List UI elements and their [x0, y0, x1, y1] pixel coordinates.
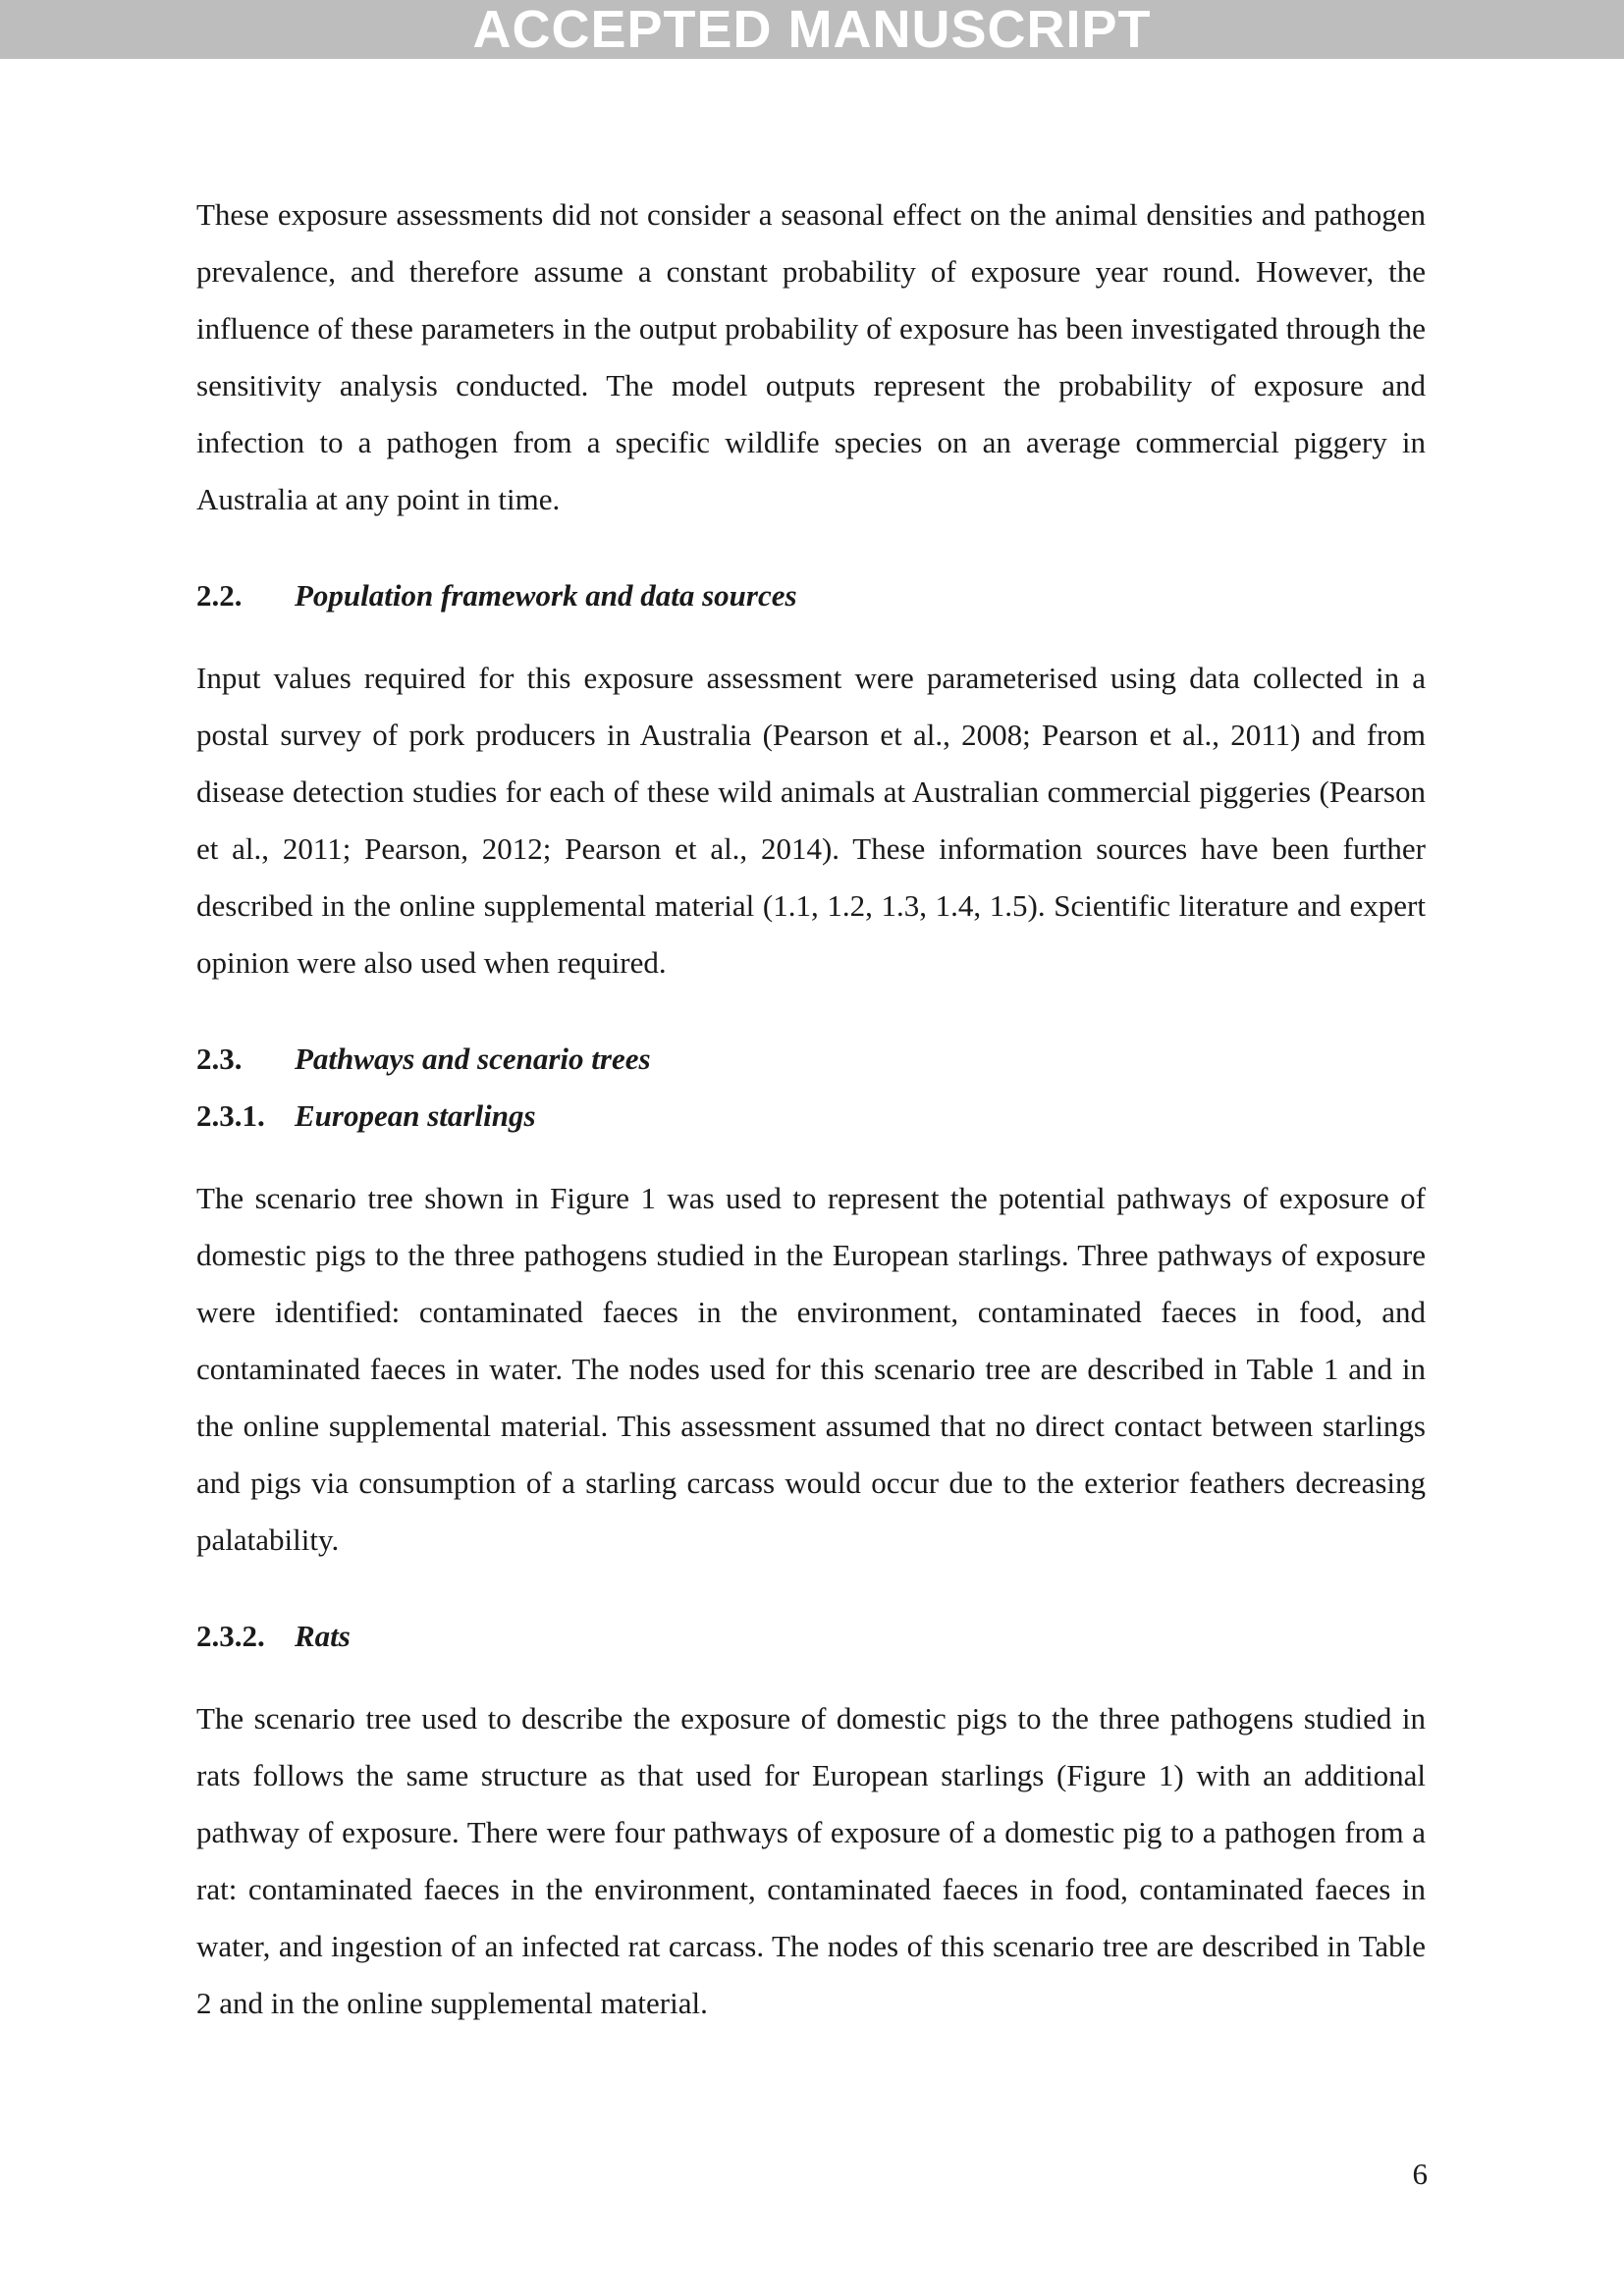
banner-text: ACCEPTED MANUSCRIPT	[472, 0, 1152, 59]
section-heading-2-3-2	[196, 1608, 1426, 1665]
page-content	[196, 187, 1426, 2032]
section-number: 2.3.	[196, 1041, 243, 1076]
section-heading-2-3	[196, 1031, 1426, 1088]
paragraph-exposure-assumptions: These exposure assessments did not consider a seasonal effect on the animal densities and pathogen prevalence, and therefore assume a constant probability of exposure year round. However, the influence of these parameters in the output probability of exposure has been investigated through the sensitivity analysis conducted. The model outputs represent the probability of exposure and infection to a pathogen from a specific wildlife species on an average commercial piggery in Australia at any point in time.	[196, 197, 1426, 516]
accepted-manuscript-banner	[0, 0, 1624, 59]
section-title: European starlings	[295, 1098, 536, 1133]
section-title: Rats	[295, 1619, 351, 1653]
section-title: Pathways and scenario trees	[295, 1041, 651, 1076]
paragraph-rats: The scenario tree used to describe the exposure of domestic pigs to the three pathogens studied in rats follows the same structure as that used for European starlings (Figure 1) with an additional pathway of exposure. There were four pathways of exposure of a domestic pig to a pathogen from a rat: contaminated faeces in the environment, contaminated faeces in food, contaminated faeces in water, and ingestion of an infected rat carcass. The nodes of this scenario tree are described in Table 2 and in the online supplemental material.	[196, 1701, 1426, 2020]
page-number: 6	[1412, 2157, 1428, 2191]
paragraph-starlings: The scenario tree shown in Figure 1 was used to represent the potential pathways of exposure of domestic pigs to the three pathogens studied in the European starlings. Three pathways of exposure were identified: contaminated faeces in the environment, contaminated faeces in food, and contaminated faeces in water. The nodes used for this scenario tree are described in Table 1 and in the online supplemental material. This assessment assumed that no direct contact between starlings and pigs via consumption of a starling carcass would occur due to the exterior feathers decreasing palatability.	[196, 1181, 1426, 1557]
section-heading-2-3-1	[196, 1088, 1426, 1145]
paragraph-data-sources: Input values required for this exposure assessment were parameterised using data collected in a postal survey of pork producers in Australia (Pearson et al., 2008; Pearson et al., 2011) and from disease detection studies for each of these wild animals at Australian commercial piggeries (Pearson et al., 2011; Pearson, 2012; Pearson et al., 2014). These information sources have been further described in the online supplemental material (1.1, 1.2, 1.3, 1.4, 1.5). Scientific literature and expert opinion were also used when required.	[196, 661, 1426, 980]
section-number: 2.2.	[196, 578, 243, 613]
section-number: 2.3.2.	[196, 1619, 265, 1653]
section-title: Population framework and data sources	[295, 578, 797, 613]
section-number: 2.3.1.	[196, 1098, 265, 1133]
section-heading-2-2	[196, 567, 1426, 624]
